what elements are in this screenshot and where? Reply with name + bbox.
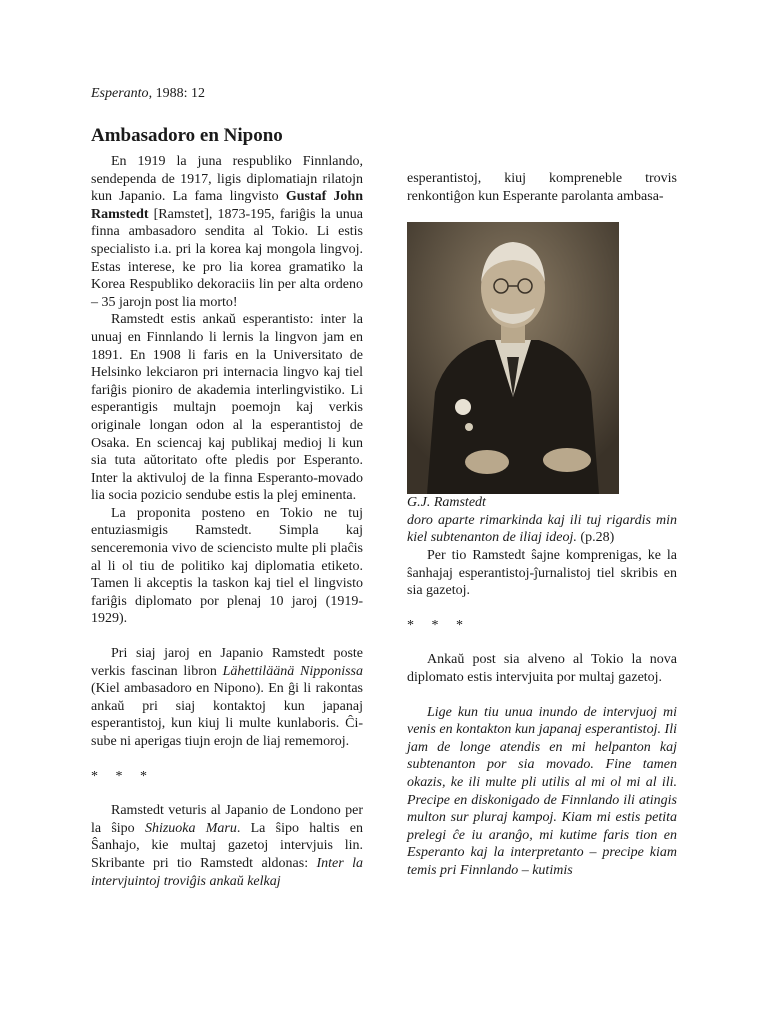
source-citation: [91, 86, 205, 102]
paragraph-tokio-arrival: Ankaŭ post sia alveno al Tokio la nova diplomato estis intervjuita por multaj gazetoj.: [407, 652, 677, 685]
source-journal: Esperanto: [91, 86, 149, 101]
paragraph-voyage: Ramstedt veturis al Japanio de Londono per la ŝipo Shizuoka Maru. La ŝipo haltis en Ŝanhajo, kie multaj gazetoj intervjuis lin. Skribante pri tio Ramstedt aldonas: Inter la intervjuintoj troviĝis ankaŭ kelkaj: [91, 803, 363, 889]
article-title: Ambasadoro en Nipono: [91, 125, 283, 146]
quote-start: Inter la intervjuintoj troviĝis ankaŭ kelkaj: [91, 855, 363, 889]
portrait-illustration: [407, 222, 619, 494]
photo-caption: G.J. Ramstedt: [407, 495, 486, 511]
left-column: [91, 153, 363, 890]
person-name: Gustaf John Ramstedt: [91, 189, 363, 222]
ship-name: Shizuoka Maru: [144, 820, 237, 836]
portrait-photo: [407, 222, 619, 494]
right-column: [407, 170, 677, 879]
paragraph-quote-end: doro aparte rimarkinda kaj ili tuj rigardis min kiel subtenanton de iliaj ideoj. (p.28): [407, 512, 677, 546]
paragraph-esperantist: Ramstedt estis ankaŭ esperantisto: inter la unuaj en Finnlando li lernis la lingvon jam en 1891. En 1908 li faris en la Universitato de Helsinko lekciaron pri internacia lingvo kaj tiel fariĝis pioniro de akademia interlingvistiko. Li esperantigis multajn poemojn kaj verkis originale longan odon al la esperantistoj de Osaka. En sciencaj kaj publikaj medioj li kun sia tuta aŭtoritato ofte pledis por Esperanto. Inter la aktivuloj de la finna Esperanto-movado lia socia pozicio sendube estis la plej eminenta.: [91, 312, 363, 504]
paragraph-interview-quote: Lige kun tiu unua inundo de intervjuoj mi venis en kontakton kun japanaj esperantistoj. Ili jam de longe atendis en mi helpanton kaj subtenanton por sia movado. Fine tamen okazis, ke ili multe pli utilis al mi ol mi al ili. Precipe en diskonigado de Finnlando ili atingis multon sur pluraj kampoj. Kiam mi estis petita prelegi ĉe iu aranĝo, mi kutime faris tion en Esperanto kaj la interpretanto – precipe kiam temis pri Finnlando – kutimis: [407, 704, 677, 878]
paragraph-intro: En 1919 la juna respubliko Finnlando, sendependa de 1917, ligis diplomatiajn rilatojn kun Japanio. La fama lingvisto Gustaf John Ramstedt [Ramstet], 1873-195, fariĝis la unua finna ambasadoro sendita al Tokio. Li estis specialisto i.a. pri la korea kaj mongola lingvoj. Estas interese, ke pro lia korea gramatiko la Korea Respubliko dekoraciis lin per alta ordeno – 35 jarojn post lia morto!: [91, 154, 363, 310]
source-issue: , 1988: 12: [148, 86, 205, 101]
paragraph-post-tokio: La proponita posteno en Tokio ne tuj entuziasmigis Ramstedt. Simpla kaj senceremonia vivo de sciencisto multe pli plaĉis al li ol tiu de politiko kaj diplomatia etiketo. Tamen li akceptis la taskon kaj tiel el lingvisto fariĝis diplomato por plenaj 10 jaroj (1919-1929).: [91, 505, 363, 627]
section-separator-right: * * *: [407, 617, 463, 633]
paragraph-book: Pri siaj jaroj en Japanio Ramstedt poste verkis fascinan libron Lähettiläänä Nipponissa (Kiel ambasadoro en Nipono). En ĝi li rakontas ankaŭ pri siaj kontaktoj kun japanaj esperantistoj, kun kiuj li multe kunlaboris. Ĉi-sube ni aperigas tiujn erojn de liaj rememoroj.: [91, 646, 363, 749]
book-title: Lähettiläänä Nipponissa: [222, 663, 363, 679]
section-separator: * * *: [91, 768, 147, 784]
paragraph-shanghai: Per tio Ramstedt ŝajne komprenigas, ke la ŝanhajaj esperantistoj-ĵurnalistoj tiel skribis en sia gazetoj.: [407, 547, 677, 599]
paragraph-continued: esperantistoj, kiuj kompreneble trovis renkontiĝon kun Esperante parolanta ambasa-: [407, 171, 677, 204]
